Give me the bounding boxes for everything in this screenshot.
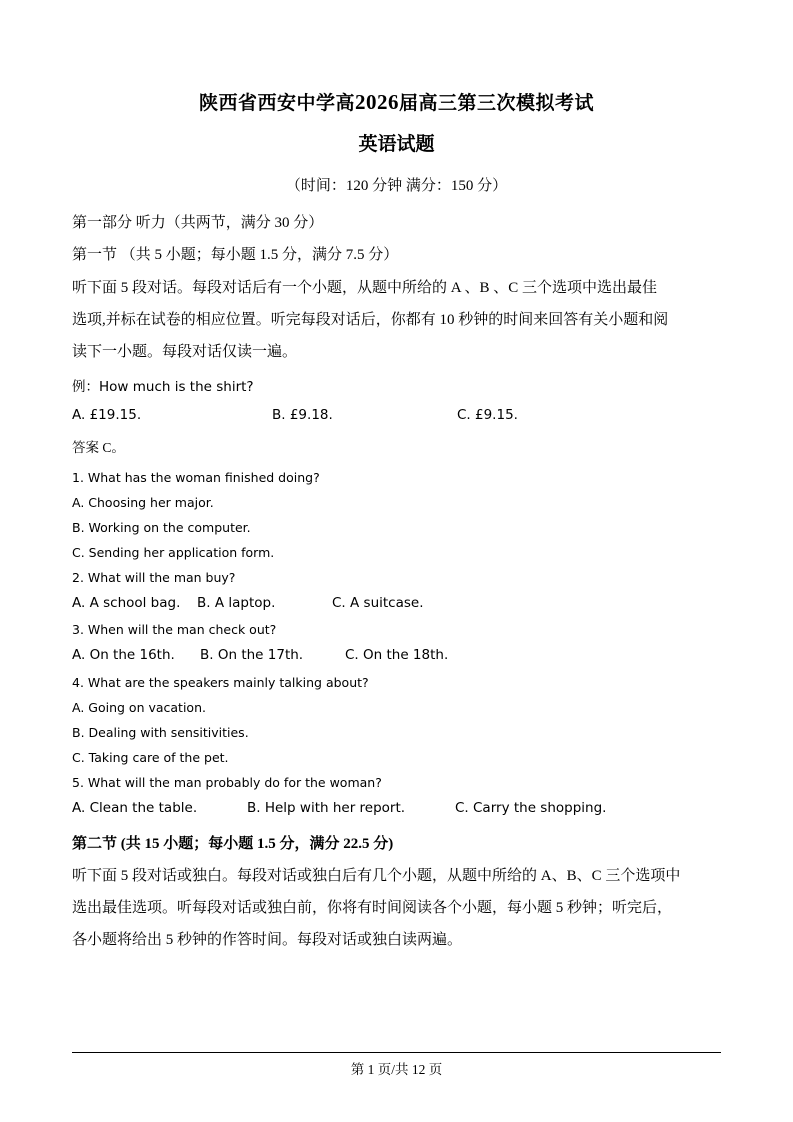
question-3-stem: 3. When will the man check out? (72, 622, 277, 638)
question-1-option-a: A. Choosing her major. (72, 494, 214, 510)
exam-time-score-line: （时间：120 分钟 满分：150 分） (285, 178, 508, 194)
example-option-b: B. £9.18. (272, 406, 333, 423)
question-2-option-a: A. A school bag. (72, 594, 181, 611)
example-option-c: C. £9.15. (457, 406, 518, 423)
subject-title: 英语试题 (358, 134, 435, 155)
section-two-heading: 第二节 (共 15 小题；每小题 1.5 分，满分 22.5 分) (72, 835, 394, 852)
example-question: 例：How much is the shirt? (72, 379, 254, 396)
question-5-stem: 5. What will the man probably do for the woman? (72, 774, 382, 790)
page-title (72, 88, 721, 115)
question-2-stem: 2. What will the man buy? (72, 569, 236, 585)
question-3-option-a: A. On the 16th. (72, 647, 175, 664)
question-3-option-b: B. On the 17th. (200, 647, 304, 664)
question-1-option-c: C. Sending her application form. (72, 544, 275, 560)
section-one-instruction-line2: 选项,并标在试卷的相应位置。听完每段对话后，你都有 10 秒钟的时间来回答有关小题和阅 (72, 311, 669, 328)
question-2-options (72, 590, 721, 618)
question-4-stem: 4. What are the speakers mainly talking about? (72, 674, 369, 690)
question-1-stem: 1. What has the woman finished doing? (72, 469, 320, 485)
page-footer (0, 1052, 793, 1078)
title-year: 2026 (355, 90, 399, 114)
question-4-option-a: A. Going on vacation. (72, 699, 206, 715)
title-prefix: 陕西省西安中学高 (198, 93, 355, 114)
section-two-instruction-line3: 各小题将给出 5 秒钟的作答时间。每段对话或独白读两遍。 (72, 932, 463, 949)
question-5-option-a: A. Clean the table. (72, 799, 198, 816)
page-number: 第 1 页/共 12 页 (350, 1062, 443, 1077)
part-one-heading: 第一部分 听力（共两节，满分 30 分） (72, 215, 324, 231)
example-options (72, 402, 721, 430)
section-one-heading: 第一节 （共 5 小题；每小题 1.5 分，满分 7.5 分） (72, 247, 399, 264)
question-3-option-c: C. On the 18th. (345, 647, 449, 664)
footer-divider (72, 1052, 721, 1053)
section-two-instruction-line2: 选出最佳选项。听每段对话或独白前，你将有时间阅读各个小题，每小题 5 秒钟；听完后， (72, 900, 673, 917)
section-two-instruction-line1: 听下面 5 段对话或独白。每段对话或独白后有几个小题，从题中所给的 A、B、C 三个选项中 (72, 867, 681, 884)
section-one-instruction-line1: 听下面 5 段对话。每段对话后有一个小题，从题中所给的 A 、B 、C 三个选项中选出最佳 (72, 279, 658, 296)
question-2-option-b: B. A laptop. (197, 594, 276, 611)
question-3-options (72, 642, 721, 670)
question-5-option-b: B. Help with her report. (247, 799, 406, 816)
example-option-a: A. £19.15. (72, 406, 142, 423)
question-1-option-b: B. Working on the computer. (72, 519, 251, 535)
question-2-option-c: C. A suitcase. (332, 594, 424, 611)
title-suffix: 届高三第三次模拟考试 (399, 93, 595, 114)
question-5-option-c: C. Carry the shopping. (455, 799, 607, 816)
section-one-instruction-line3: 读下一小题。每段对话仅读一遍。 (72, 344, 298, 360)
question-5-options (72, 795, 721, 823)
example-answer: 答案 C。 (72, 439, 125, 455)
question-4-option-c: C. Taking care of the pet. (72, 749, 229, 765)
question-4-option-b: B. Dealing with sensitivities. (72, 724, 249, 740)
